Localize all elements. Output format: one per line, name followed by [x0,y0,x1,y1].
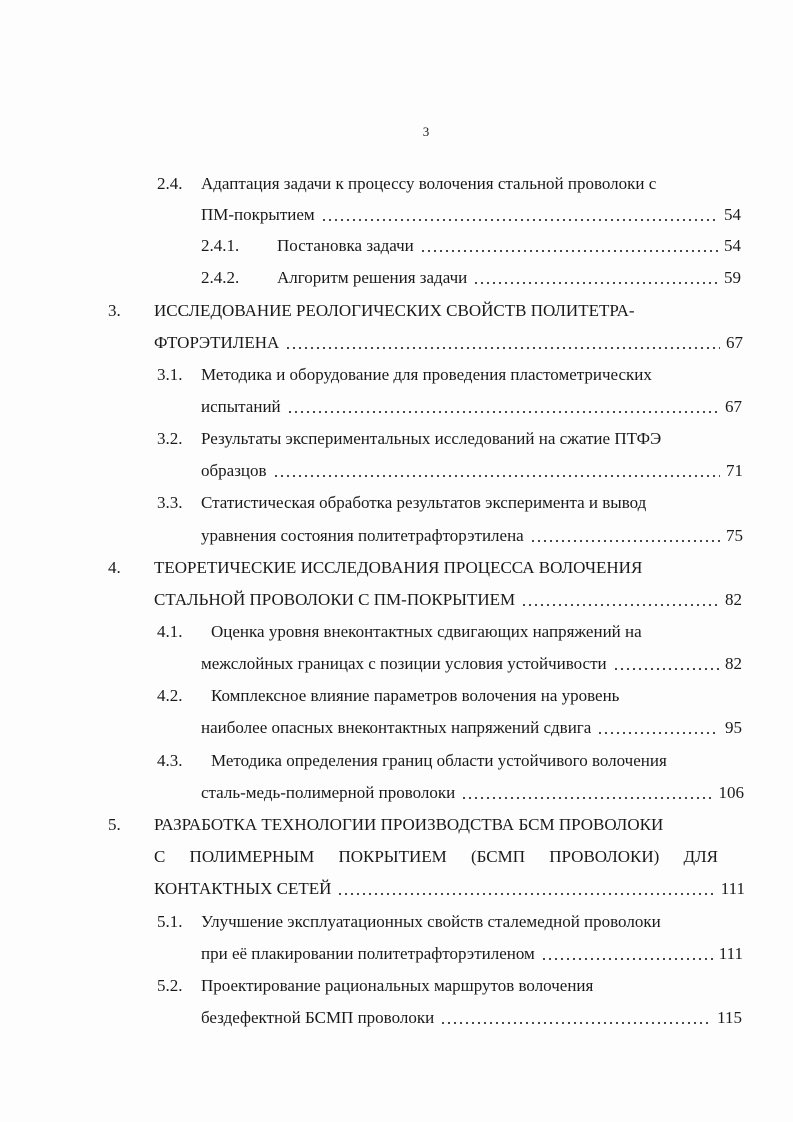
entry-title-line1: Методика и оборудование для проведения пластометрических [201,365,652,384]
toc-entry-2-4-2 [201,266,741,290]
toc-entry-5-line2 [154,845,718,869]
entry-number: 3.3. [157,493,183,512]
dot-leader [420,250,718,252]
toc-entry-3-2-cont [201,459,743,483]
entry-page: 82 [725,654,742,673]
entry-title-line1: Статистическая обработка результатов эксперимента и вывод [201,493,647,512]
toc-entry-3-3-cont [201,524,743,548]
toc-entry-2-4-1 [201,234,741,258]
entry-title: Постановка задачи [277,236,414,255]
entry-number: 5. [108,815,121,834]
toc-entry-3-1 [157,363,747,387]
dot-leader [461,797,712,799]
dot-leader [337,893,714,895]
dot-leader [287,411,719,413]
entry-title-line3: КОНТАКТНЫХ СЕТЕЙ [154,879,332,898]
entry-title-line2: при её плакировании политетрафторэтиленом [201,944,535,963]
entry-title-line2: ФТОРЭТИЛЕНА [154,333,280,352]
toc-entry-5-2 [157,974,747,998]
entry-title-line1: Улучшение эксплуатационных свойств сталемедной проволоки [201,912,661,931]
toc-entry-5-2-cont [201,1006,742,1030]
entry-title-line2: испытаний [201,397,281,416]
entry-title-line1: ТЕОРЕТИЧЕСКИЕ ИССЛЕДОВАНИЯ ПРОЦЕССА ВОЛОЧЕНИЯ [154,558,643,577]
entry-number: 2.4.2. [201,268,240,287]
toc-entry-4-1 [157,620,747,644]
entry-page: 111 [718,944,743,963]
entry-number: 5.2. [157,976,183,995]
dot-leader [321,219,718,221]
entry-title-line2: СТАЛЬНОЙ ПРОВОЛОКИ С ПМ-ПОКРЫТИЕМ [154,590,516,609]
toc-entry-4-cont [154,588,742,612]
entry-title-line1: Проектирование рациональных маршрутов волочения [201,976,594,995]
dot-leader [440,1022,711,1024]
entry-title-line1: Оценка уровня внеконтактных сдвигающих напряжений на [211,622,642,641]
entry-page: 75 [726,526,743,545]
entry-title-line2: бездефектной БСМП проволоки [201,1008,435,1027]
entry-number: 4.3. [157,751,183,770]
toc-entry-4 [108,556,748,580]
entry-title-line1: РАЗРАБОТКА ТЕХНОЛОГИИ ПРОИЗВОДСТВА БСМ ПРОВОЛОКИ [154,815,664,834]
toc-entry-4-3 [157,749,747,773]
dot-leader [285,347,720,349]
dot-leader [273,475,720,477]
entry-number: 4.1. [157,622,183,641]
entry-page: 59 [724,268,741,287]
entry-page: 111 [720,879,745,898]
entry-number: 3. [108,301,121,320]
toc-entry-4-2-cont [201,716,742,740]
entry-page: 106 [718,783,744,802]
toc-entry-3-cont [154,331,743,355]
entry-page: 54 [724,205,741,224]
dot-leader [613,668,719,670]
dot-leader [597,732,719,734]
entry-title-line1: Методика определения границ области устойчивого волочения [211,751,667,770]
toc-entry-2-4 [157,172,747,196]
dot-leader [530,540,720,542]
entry-title-line1: ИССЛЕДОВАНИЕ РЕОЛОГИЧЕСКИХ СВОЙСТВ ПОЛИТЕТРА- [154,301,635,320]
dot-leader [521,604,719,606]
dot-leader [473,282,718,284]
toc-entry-5-1-cont [201,942,743,966]
entry-page: 67 [725,397,742,416]
entry-page: 115 [717,1008,742,1027]
dot-leader [541,958,713,960]
entry-number: 2.4. [157,174,183,193]
entry-title-line1: Комплексное влияние параметров волочения на уровень [211,686,620,705]
entry-number: 4.2. [157,686,183,705]
toc-entry-3-1-cont [201,395,742,419]
toc-entry-5-cont [154,877,745,901]
entry-page: 54 [724,236,741,255]
entry-title-line2: наиболее опасных внеконтактных напряжений сдвига [201,718,592,737]
entry-page: 82 [725,590,742,609]
entry-title-line2: уравнения состояния политетрафторэтилена [201,526,524,545]
entry-title-line2: С ПОЛИМЕРНЫМ ПОКРЫТИЕМ (БСМП ПРОВОЛОКИ) ДЛЯ [154,847,718,866]
toc-entry-4-1-cont [201,652,742,676]
toc-entry-3 [108,299,748,323]
entry-number: 5.1. [157,912,183,931]
entry-page: 71 [726,461,743,480]
entry-title-line2: межслойных границах с позиции условия устойчивости [201,654,607,673]
entry-number: 3.2. [157,429,183,448]
entry-number: 4. [108,558,121,577]
entry-title-line2: ПМ-покрытием [201,205,315,224]
entry-title-line2: образцов [201,461,267,480]
toc-entry-4-3-cont [201,781,744,805]
entry-title: Алгоритм решения задачи [277,268,468,287]
entry-number: 2.4.1. [201,236,240,255]
toc-entry-3-2 [157,427,747,451]
toc-entry-5 [108,813,748,837]
entry-page: 67 [726,333,743,352]
toc-entry-4-2 [157,684,747,708]
page-number: 3 [422,124,430,139]
toc-entry-3-3 [157,491,747,515]
toc-entry-2-4-cont [201,203,741,227]
entry-number: 3.1. [157,365,183,384]
entry-title-line1: Адаптация задачи к процессу волочения стальной проволоки с [201,174,657,193]
toc-entry-5-1 [157,910,747,934]
entry-page: 95 [725,718,742,737]
entry-title-line1: Результаты экспериментальных исследований на сжатие ПТФЭ [201,429,662,448]
entry-title-line2: сталь-медь-полимерной проволоки [201,783,456,802]
